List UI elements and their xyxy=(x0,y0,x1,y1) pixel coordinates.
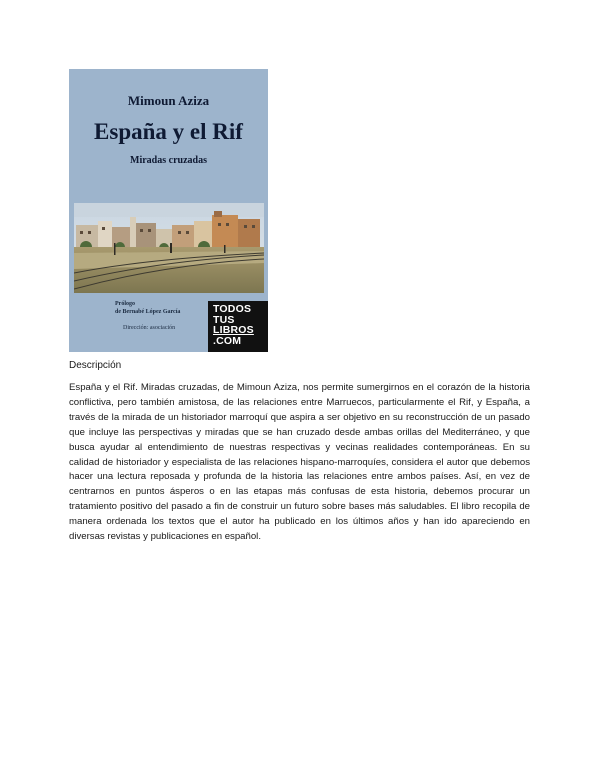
watermark-line: TODOS xyxy=(213,303,252,315)
cover-photo xyxy=(74,203,264,293)
todostuslibros-watermark xyxy=(208,301,268,352)
watermark-line: TUS xyxy=(213,313,235,326)
book-cover xyxy=(69,69,268,352)
cover-prologue-author: de Bernabé López García xyxy=(115,309,181,315)
description-heading: Descripción xyxy=(69,360,122,371)
description-text: España y el Rif. Miradas cruzadas, de Mimoun Aziza, nos permite sumergirnos en el corazón de la historia conflictiva, pero también amistosa, de las relaciones entre Marruecos, particularmente el Rif, y España, a través de la mirada de un historiador marroquí que aspira a ser objetivo en su reconstrucción de un pasado que incluye las perspectivas y miradas que se han cruzado desde ambas orillas del Mediterráneo, y que busca ayudar al entendimiento de nuestras respectivas y vecinas realidades contemporáneas. En su calidad de historiador y especialista de las relaciones hispano-marroquíes, considera el autor que debemos hacer una lectura reposada y profunda de la historia las relaciones entre ambos países. Así, en vez de centrarnos en puntos ásperos o en las etapas más confusas de esta historia, debemos procurar un tratamiento positivo del pasado a fin de construir un futuro sobre bases más saludables. El libro recopila de manera ordenada los textos que el autor ha publicado en los últimos años y han ido apareciendo en diversas revistas y publicaciones en español. xyxy=(69,382,530,543)
watermark-line: .COM xyxy=(213,334,242,347)
cover-prologue-label: Prólogo xyxy=(115,301,135,307)
watermark-line: LIBROS xyxy=(213,324,254,336)
cover-title: España y el Rif xyxy=(94,119,243,144)
cover-subtitle: Miradas cruzadas xyxy=(130,155,207,166)
cover-author: Mimoun Aziza xyxy=(127,93,210,108)
cover-publisher: Dirección: asociación xyxy=(123,325,176,331)
